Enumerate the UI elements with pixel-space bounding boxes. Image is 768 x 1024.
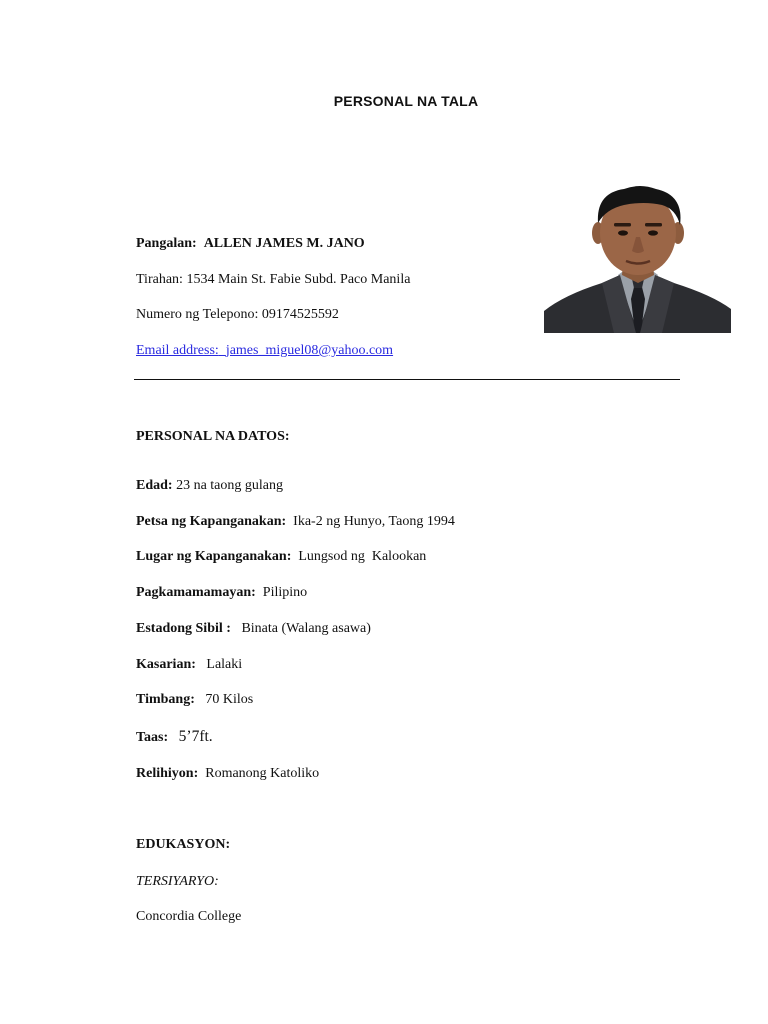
citizenship-value: Pilipino: [262, 585, 308, 600]
education-level: TERSIYARYO:: [136, 874, 219, 889]
religion-row: [136, 765, 319, 783]
birthplace-row: [136, 548, 426, 566]
phone-label: Numero ng Telepono:: [136, 307, 259, 322]
education-heading: EDUKASYON:: [136, 837, 231, 852]
weight-row: [136, 691, 253, 709]
email-row[interactable]: [136, 342, 393, 360]
name-row: [136, 235, 365, 253]
address-value: 1534 Main St. Fabie Subd. Paco Manila: [186, 272, 411, 287]
name-value: ALLEN JAMES M. JANO: [203, 236, 365, 251]
height-row: [136, 728, 213, 747]
phone-value: 09174525592: [261, 307, 339, 322]
religion-value: Romanong Katoliko: [205, 766, 320, 781]
sex-value: Lalaki: [206, 657, 243, 672]
civil-status-value: Binata (Walang asawa): [241, 621, 371, 636]
address-label: Tirahan:: [136, 272, 183, 287]
sex-row: [136, 656, 242, 674]
school-name: Concordia College: [136, 909, 242, 924]
address-row: [136, 271, 410, 289]
birthplace-value: Lungsod ng Kalookan: [298, 549, 427, 564]
divider-line: [134, 379, 680, 380]
page-title: PERSONAL NA TALA: [333, 93, 479, 109]
profile-photo: [544, 183, 731, 333]
height-label: Taas:: [136, 730, 169, 745]
height-value: 5’7ft.: [178, 728, 213, 745]
citizenship-label: Pagkamamamayan:: [136, 585, 256, 600]
sex-label: Kasarian:: [136, 657, 196, 672]
weight-label: Timbang:: [136, 692, 195, 707]
birthdate-label: Petsa ng Kapanganakan:: [136, 514, 287, 529]
birthdate-row: [136, 513, 455, 531]
phone-row: [136, 306, 339, 324]
name-label: Pangalan:: [136, 236, 197, 251]
weight-value: 70 Kilos: [205, 692, 254, 707]
birthplace-label: Lugar ng Kapanganakan:: [136, 549, 292, 564]
person-portrait-icon: [544, 183, 731, 333]
age-label: Edad:: [136, 478, 173, 493]
birthdate-value: Ika-2 ng Hunyo, Taong 1994: [293, 514, 455, 529]
religion-label: Relihiyon:: [136, 766, 199, 781]
citizenship-row: [136, 584, 307, 602]
email-label[interactable]: Email address:: [136, 343, 219, 358]
personal-heading: PERSONAL NA DATOS:: [136, 429, 290, 444]
email-link[interactable]: james_miguel08@yahoo.com: [225, 343, 394, 358]
age-row: [136, 477, 283, 495]
age-value: 23 na taong gulang: [176, 478, 283, 493]
civil-status-row: [136, 620, 371, 638]
civil-status-label: Estadong Sibil :: [136, 621, 231, 636]
